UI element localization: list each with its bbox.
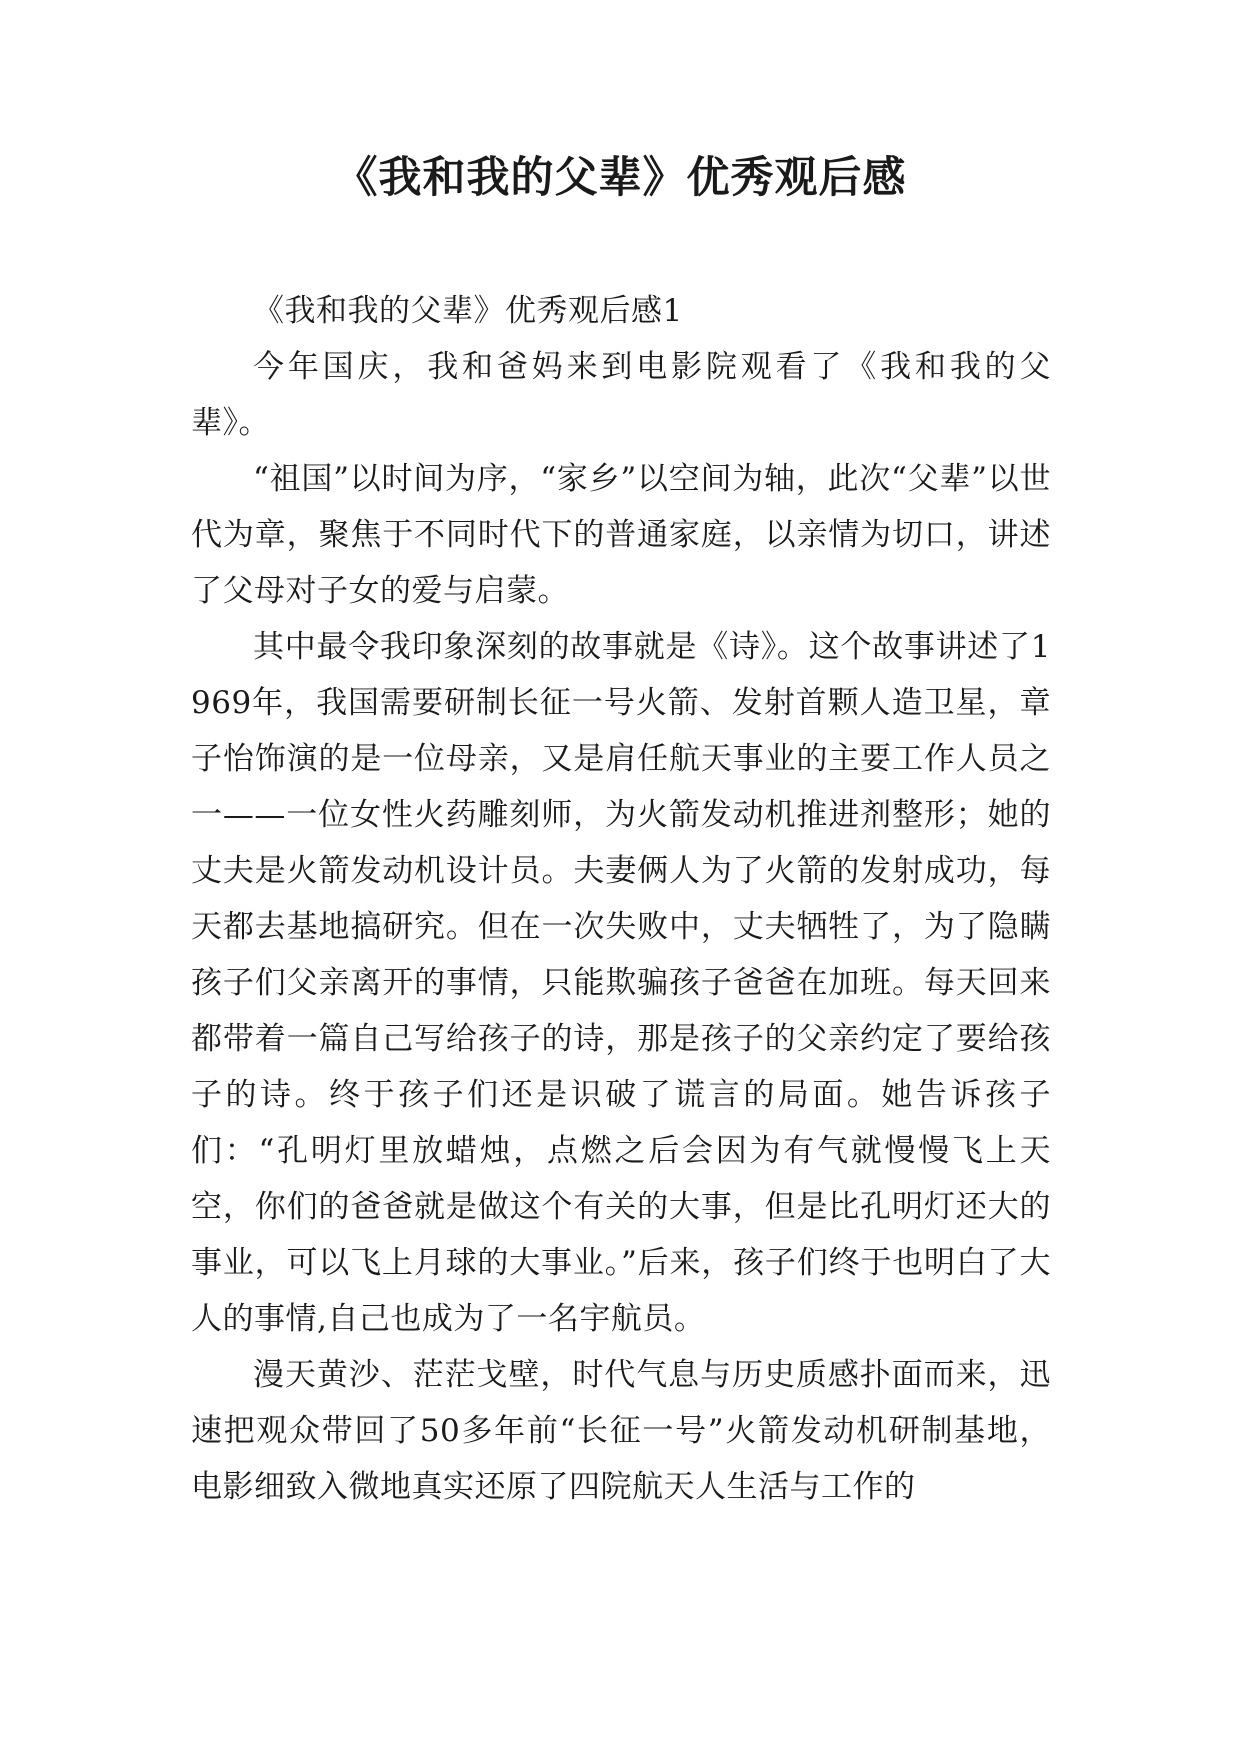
section-heading: 《我和我的父辈》优秀观后感1: [253, 293, 683, 329]
body-paragraph: 今年国庆，我和爸妈来到电影院观看了《我和我的父辈》。: [191, 349, 1051, 441]
document-body: [191, 283, 1051, 1515]
body-paragraph: 漫天黄沙、茫茫戈壁，时代气息与历史质感扑面而来，迅速把观众带回了50多年前“长征一号”火箭发动机研制基地，电影细致入微地真实还原了四院航天人生活与工作的: [191, 1357, 1051, 1505]
document-title: 《我和我的父辈》优秀观后感: [334, 153, 907, 203]
body-paragraph: 其中最令我印象深刻的故事就是《诗》。这个故事讲述了1969年，我国需要研制长征一号火箭、发射首颗人造卫星，章子怡饰演的是一位母亲，又是肩任航天事业的主要工作人员之一——一位女性火药雕刻师，为火箭发动机推进剂整形；她的丈夫是火箭发动机设计员。夫妻俩人为了火箭的发射成功，每天都去基地搞研究。但在一次失败中，丈夫牺牲了，为了隐瞒孩子们父亲离开的事情，只能欺骗孩子爸爸在加班。每天回来都带着一篇自己写给孩子的诗，那是孩子的父亲约定了要给孩子的诗。终于孩子们还是识破了谎言的局面。她告诉孩子们：“孔明灯里放蜡烛，点燃之后会因为有气就慢慢飞上天空，你们的爸爸就是做这个有关的大事，但是比孔明灯还大的事业，可以飞上月球的大事业。”后来，孩子们终于也明白了大人的事情,自己也成为了一名宇航员。: [191, 629, 1051, 1337]
body-paragraph: “祖国”以时间为序，“家乡”以空间为轴，此次“父辈”以世代为章，聚焦于不同时代下的普通家庭，以亲情为切口，讲述了父母对子女的爱与启蒙。: [191, 461, 1051, 609]
